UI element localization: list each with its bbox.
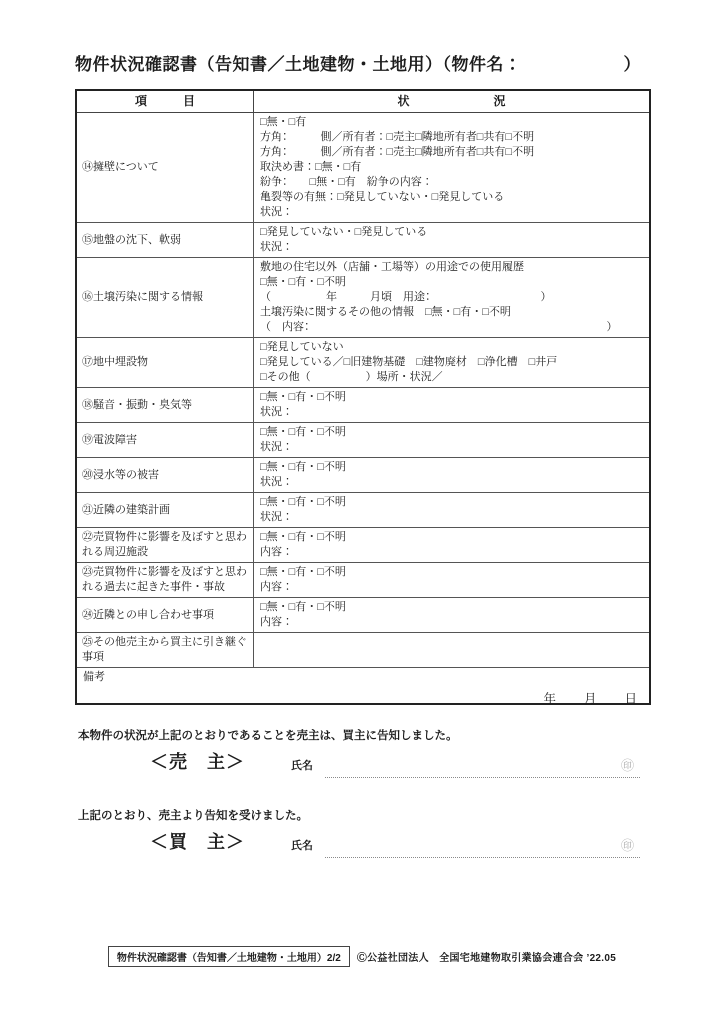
status-cell — [254, 563, 649, 597]
footer-doc-label: 物件状況確認書（告知書／土地建物・土地用）2/2 — [108, 946, 350, 967]
header-item-cell: 項 目 — [77, 91, 254, 112]
page-footer — [0, 946, 724, 967]
table-row — [77, 258, 649, 338]
status-cell — [254, 598, 649, 632]
date-line: 年 月 日 — [543, 692, 638, 706]
buyer-label: ＜買 主＞ — [150, 832, 245, 852]
seal-mark-icon: ㊞ — [620, 838, 634, 853]
table-row — [77, 528, 649, 563]
item-cell: ⑭擁壁について — [77, 113, 254, 222]
status-cell — [254, 258, 649, 337]
status-table — [75, 89, 651, 705]
item-cell: ㉑近隣の建築計画 — [77, 493, 254, 527]
footer-copyright: Ⓒ公益社団法人 全国宅地建物取引業協会連合会 ’22.05 — [356, 953, 617, 964]
item-cell: ㉔近隣との申し合わせ事項 — [77, 598, 254, 632]
seller-label: ＜売 主＞ — [150, 752, 245, 772]
status-line: （ 内容： ） — [260, 321, 618, 333]
status-line: □無・□有・□不明 — [260, 461, 346, 473]
seller-sign-row — [150, 748, 640, 778]
status-line: 亀裂等の有無：□発見していない・□発見している — [260, 191, 505, 203]
item-cell: ⑲電波障害 — [77, 423, 254, 457]
item-cell: ㉓売買物件に影響を及ぼすと思われる過去に起きた事件・事故 — [77, 563, 254, 597]
header-status-cell: 状 況 — [397, 94, 506, 108]
item-cell: ⑯土壌汚染に関する情報 — [77, 258, 254, 337]
table-row — [77, 458, 649, 493]
table-row — [77, 223, 649, 258]
status-line: 状況： — [260, 476, 293, 488]
buyer-name-line — [325, 831, 640, 858]
item-cell: ⑰地中埋設物 — [77, 338, 254, 387]
status-line: 状況： — [260, 206, 293, 218]
status-line: □発見していない・□発見している — [260, 226, 428, 238]
table-row — [77, 388, 649, 423]
status-cell — [254, 423, 649, 457]
seller-name-line — [325, 751, 640, 778]
table-row — [77, 113, 649, 223]
status-cell — [254, 388, 649, 422]
status-line: □無・□有・□不明 — [260, 531, 346, 543]
buyer-sign-row — [150, 828, 640, 858]
table-row — [77, 598, 649, 633]
status-line: □その他（ ）場所・状況／ — [260, 371, 443, 383]
status-cell — [254, 338, 649, 387]
table-row — [77, 563, 649, 598]
status-line: 方角： 側／所有者：□売主□隣地所有者□共有□不明 — [260, 131, 535, 143]
status-line: □無・□有・□不明 — [260, 566, 346, 578]
status-cell — [254, 528, 649, 562]
status-line: 内容： — [260, 546, 293, 558]
status-line: 状況： — [260, 241, 293, 253]
status-line: □発見している／□旧建物基礎 □建物廃材 □浄化槽 □井戸 — [260, 356, 558, 368]
status-line: □無・□有 — [260, 116, 307, 128]
status-cell — [254, 633, 649, 667]
buyer-name-label: 氏名 — [291, 840, 313, 852]
status-cell — [254, 493, 649, 527]
seller-statement: 本物件の状況が上記のとおりであることを売主は、買主に告知しました。 — [78, 730, 458, 742]
item-cell: ㉒売買物件に影響を及ぼすと思われる周辺施設 — [77, 528, 254, 562]
seller-name-label: 氏名 — [291, 760, 313, 772]
status-line: 取決め書：□無・□有 — [260, 161, 362, 173]
table-row — [77, 423, 649, 458]
status-line: □無・□有・□不明 — [260, 276, 346, 288]
status-line: 状況： — [260, 511, 293, 523]
page-title-text: 物件状況確認書（告知書／土地建物・土地用）（物件名： — [75, 55, 522, 74]
status-cell — [254, 223, 649, 257]
table-header-row — [77, 91, 649, 113]
table-body — [77, 113, 649, 667]
item-cell: ⑮地盤の沈下、軟弱 — [77, 223, 254, 257]
status-line: 敷地の住宅以外（店舗・工場等）の用途での使用履歴 — [260, 261, 524, 273]
status-cell — [254, 113, 649, 222]
status-line: （ 年 月頃 用途： ） — [260, 291, 552, 303]
item-cell: ⑳浸水等の被害 — [77, 458, 254, 492]
status-line: 紛争： □無・□有 紛争の内容： — [260, 176, 433, 188]
item-cell: ⑱騒音・振動・臭気等 — [77, 388, 254, 422]
page-title — [75, 50, 641, 75]
table-row — [77, 493, 649, 528]
buyer-statement: 上記のとおり、売主より告知を受けました。 — [78, 810, 308, 822]
remarks-label: 備考 — [83, 671, 105, 683]
page-title-close-paren: ） — [623, 55, 641, 74]
status-line: 状況： — [260, 406, 293, 418]
table-row — [77, 633, 649, 667]
status-line: □無・□有・□不明 — [260, 426, 346, 438]
status-line: 方角： 側／所有者：□売主□隣地所有者□共有□不明 — [260, 146, 535, 158]
table-row — [77, 338, 649, 388]
seal-mark-icon: ㊞ — [620, 758, 634, 773]
status-line: □発見していない — [260, 341, 344, 353]
status-line: 内容： — [260, 581, 293, 593]
status-line: 土壌汚染に関するその他の情報 □無・□有・□不明 — [260, 306, 511, 318]
status-line: 内容： — [260, 616, 293, 628]
status-line: □無・□有・□不明 — [260, 601, 346, 613]
status-line: □無・□有・□不明 — [260, 391, 346, 403]
item-cell: ㉕その他売主から買主に引き継ぐ事項 — [77, 633, 254, 667]
status-cell — [254, 458, 649, 492]
status-line: □無・□有・□不明 — [260, 496, 346, 508]
status-line: 状況： — [260, 441, 293, 453]
